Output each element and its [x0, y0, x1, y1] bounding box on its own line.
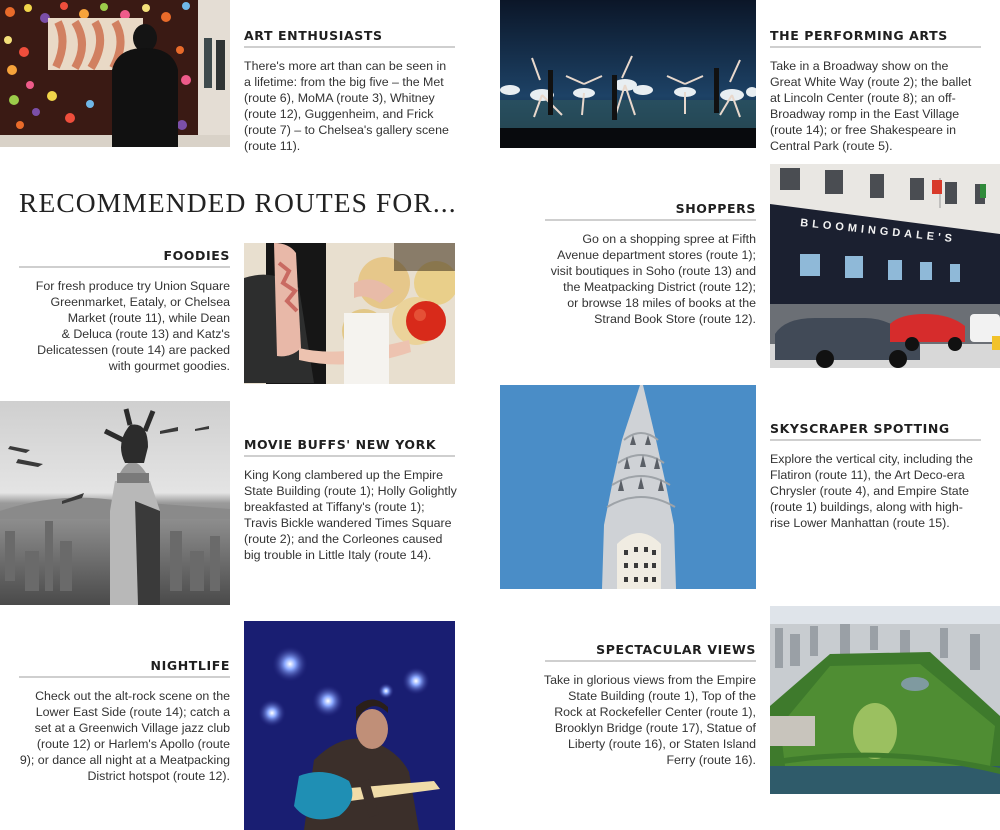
- text-line: State Building (route 1), Top of the: [568, 689, 756, 703]
- section-heading-nightlife: NIGHTLIFE: [150, 658, 230, 673]
- text-line: breakfasted at Tiffany's (route 1);: [244, 500, 425, 514]
- text-line: or browse 18 miles of books at the: [567, 296, 756, 310]
- chrysler-building-photo: [500, 385, 756, 589]
- text-line: visit boutiques in Soho (route 13) and: [550, 264, 756, 278]
- text-line: Lower East Side (route 14); catch a: [35, 705, 230, 719]
- section-body-performing-arts: [770, 58, 971, 154]
- bloomingdales-photo: [770, 164, 1000, 368]
- text-line: Take in glorious views from the Empire: [543, 673, 756, 687]
- text-line: Greenmarket, Eataly, or Chelsea: [50, 295, 230, 309]
- text-line: State Building (route 1); Holly Golightly: [244, 484, 457, 498]
- central-park-aerial-photo: [770, 606, 1000, 794]
- text-line: King Kong clambered up the Empire: [244, 468, 444, 482]
- text-line: (route 12), Guggenheim, and Frick: [244, 107, 434, 121]
- text-line: (route 6), MoMA (route 3), Whitney: [244, 91, 435, 105]
- section-body-spectacular-views: [544, 672, 756, 768]
- section-heading-shoppers: SHOPPERS: [675, 201, 756, 216]
- section-body-art-enthusiasts: [244, 58, 449, 154]
- section-heading-skyscraper-spotting: SKYSCRAPER SPOTTING: [770, 421, 950, 436]
- section-divider: [770, 46, 981, 48]
- text-line: Broadway romp in the East Village: [770, 107, 960, 121]
- text-line: Avenue department stores (route 1);: [557, 248, 756, 262]
- text-line: 9); or dance all night at a Meatpacking: [19, 753, 230, 767]
- section-body-foodies: [36, 278, 230, 374]
- section-body-skyscraper-spotting: [770, 451, 973, 531]
- text-line: rise Lower Manhattan (route 15).: [770, 516, 950, 530]
- section-divider: [545, 219, 756, 221]
- text-line: Liberty (route 16), or Staten Island: [567, 737, 756, 751]
- text-line: Great White Way (route 2); the ballet: [770, 75, 972, 89]
- text-line: (route 12) or Harlem's Apollo (route: [36, 737, 230, 751]
- text-line: For fresh produce try Union Square: [35, 279, 230, 293]
- text-line: & Deluca (route 13) and Katz's: [61, 327, 230, 341]
- text-line: Take in a Broadway show on the: [770, 59, 949, 73]
- section-heading-foodies: FOODIES: [163, 248, 230, 263]
- text-line: Go on a shopping spree at Fifth: [582, 232, 756, 246]
- foodies-photo: [244, 243, 455, 384]
- text-line: Delicatessen (route 14) are packed: [37, 343, 230, 357]
- section-heading-art-enthusiasts: ART ENTHUSIASTS: [244, 28, 383, 43]
- text-line: a lifetime: from the big five – the Met: [244, 75, 444, 89]
- text-line: Chrysler (route 4), and Empire State: [770, 484, 970, 498]
- text-line: at Lincoln Center (route 8); an off-: [770, 91, 956, 105]
- section-body-nightlife: [20, 688, 230, 784]
- text-line: with gourmet goodies.: [108, 359, 230, 373]
- text-line: (route 1) buildings, along with high-: [770, 500, 963, 514]
- bloomingdales-sign-text: BLOOMINGDALE'S: [799, 217, 957, 246]
- king-kong-photo: [0, 401, 230, 605]
- art-gallery-photo: [0, 0, 230, 147]
- text-line: Ferry (route 16).: [666, 753, 756, 767]
- section-body-movie-buffs: [244, 467, 457, 563]
- section-divider: [545, 660, 756, 662]
- text-line: set at a Greenwich Village jazz club: [34, 721, 230, 735]
- text-line: Travis Bickle wandered Times Square: [244, 516, 452, 530]
- ballet-photo: [500, 0, 756, 148]
- text-line: (route 7) – to Chelsea's gallery scene: [244, 123, 449, 137]
- section-heading-performing-arts: THE PERFORMING ARTS: [770, 28, 948, 43]
- text-line: the Meatpacking District (route 12);: [563, 280, 756, 294]
- text-line: Flatiron (route 11), the Art Deco-era: [770, 468, 965, 482]
- text-line: (route 11).: [244, 139, 301, 153]
- section-heading-movie-buffs: MOVIE BUFFS' NEW YORK: [244, 437, 437, 452]
- text-line: Market (route 11), while Dean: [67, 311, 230, 325]
- text-line: Check out the alt-rock scene on the: [35, 689, 230, 703]
- section-divider: [19, 266, 230, 268]
- section-heading-spectacular-views: SPECTACULAR VIEWS: [596, 642, 756, 657]
- section-divider: [19, 676, 230, 678]
- text-line: There's more art than can be seen in: [244, 59, 447, 73]
- text-line: Rock at Rockefeller Center (route 1),: [554, 705, 756, 719]
- text-line: (route 2); and the Corleones caused: [244, 532, 443, 546]
- section-divider: [770, 439, 981, 441]
- text-line: (route 14); or free Shakespeare in: [770, 123, 956, 137]
- text-line: Strand Book Store (route 12).: [594, 312, 756, 326]
- section-body-shoppers: [551, 231, 756, 327]
- section-divider: [244, 46, 455, 48]
- text-line: Explore the vertical city, including the: [770, 452, 973, 466]
- text-line: Central Park (route 5).: [770, 139, 893, 153]
- section-divider: [244, 455, 455, 457]
- text-line: Brooklyn Bridge (route 17), Statue of: [554, 721, 756, 735]
- page-title: RECOMMENDED ROUTES FOR...: [19, 187, 457, 218]
- text-line: big trouble in Little Italy (route 14).: [244, 548, 432, 562]
- nightlife-concert-photo: [244, 621, 455, 830]
- text-line: District hotspot (route 12).: [87, 769, 230, 783]
